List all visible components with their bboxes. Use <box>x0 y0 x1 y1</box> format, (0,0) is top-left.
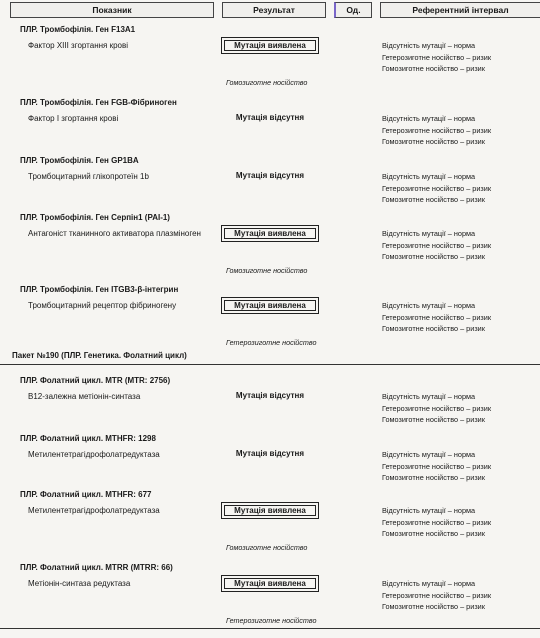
reference-interval <box>382 228 491 263</box>
reference-line: Гомозиготне носійство – ризик <box>382 529 485 539</box>
reference-interval <box>382 171 491 206</box>
reference-line: Відсутність мутації – норма <box>382 579 476 588</box>
reference-line: Відсутність мутації – норма <box>382 229 476 238</box>
reference-line: Відсутність мутації – норма <box>382 506 476 515</box>
result-value: Мутація виявлена <box>224 40 316 51</box>
test-name: Метіонін-синтаза редуктаза <box>28 579 131 588</box>
carrier-note: Гомозиготне носійство <box>226 266 308 275</box>
header-result: Результат <box>222 2 326 18</box>
section-title: ПЛР. Фолатний цикл. MTRR (MTRR: 66) <box>20 563 173 572</box>
package-title: Пакет №190 (ПЛР. Генетика. Фолатний цикл) <box>12 351 187 360</box>
result-badge <box>221 37 319 54</box>
reference-interval <box>382 505 491 540</box>
reference-interval <box>382 391 491 426</box>
section-title: ПЛР. Тромбофілія. Ген GP1BA <box>20 156 139 165</box>
carrier-note: Гомозиготне носійство <box>226 543 308 552</box>
result-badge <box>221 297 319 314</box>
reference-line: Відсутність мутації – норма <box>382 41 476 50</box>
test-name: B12-залежна метіонін-синтаза <box>28 392 141 401</box>
test-name: Тромбоцитарний глікопротеїн 1b <box>28 172 149 181</box>
result-value: Мутація виявлена <box>224 300 316 311</box>
package-divider <box>0 364 540 365</box>
section-title: ПЛР. Тромбофілія. Ген ITGB3-β-інтегрин <box>20 285 179 294</box>
result-value: Мутація відсутня <box>235 449 305 458</box>
reference-interval <box>382 578 491 613</box>
result-badge <box>221 575 319 592</box>
reference-line: Гетерозиготне носійство – ризик <box>382 240 492 250</box>
header-indicator: Показник <box>10 2 214 18</box>
reference-interval <box>382 300 491 335</box>
section-title: ПЛР. Фолатний цикл. MTR (MTR: 2756) <box>20 376 171 385</box>
reference-line: Гетерозиготне носійство – ризик <box>382 312 492 322</box>
page-bottom-divider <box>0 628 540 629</box>
test-name: Метилентетрагідрофолатредуктаза <box>28 450 160 459</box>
reference-line: Гомозиготне носійство – ризик <box>382 252 485 262</box>
reference-interval <box>382 449 491 484</box>
result-value: Мутація виявлена <box>224 228 316 239</box>
test-name: Тромбоцитарний рецептор фібриногену <box>28 301 177 310</box>
table-header <box>0 2 540 20</box>
section-title: ПЛР. Тромбофілія. Ген F13A1 <box>20 25 136 34</box>
result-badge <box>221 502 319 519</box>
reference-line: Гомозиготне носійство – ризик <box>382 137 485 147</box>
header-unit: Од. <box>334 2 372 18</box>
test-name: Метилентетрагідрофолатредуктаза <box>28 506 160 515</box>
reference-line: Гомозиготне носійство – ризик <box>382 324 485 334</box>
reference-line: Гетерозиготне носійство – ризик <box>382 461 492 471</box>
reference-line: Гомозиготне носійство – ризик <box>382 195 485 205</box>
reference-line: Гомозиготне носійство – ризик <box>382 602 485 612</box>
reference-line: Відсутність мутації – норма <box>382 450 476 459</box>
reference-line: Гомозиготне носійство – ризик <box>382 473 485 483</box>
result-value: Мутація відсутня <box>235 391 305 400</box>
reference-interval <box>382 40 491 75</box>
reference-line: Відсутність мутації – норма <box>382 114 476 123</box>
reference-line: Гомозиготне носійство – ризик <box>382 415 485 425</box>
test-name: Фактор I згортання крові <box>28 114 119 123</box>
reference-line: Гетерозиготне носійство – ризик <box>382 403 492 413</box>
header-reference: Референтний інтервал <box>380 2 540 18</box>
reference-line: Гомозиготне носійство – ризик <box>382 64 485 74</box>
reference-line: Гетерозиготне носійство – ризик <box>382 52 492 62</box>
test-name: Фактор XIII згортання крові <box>28 41 129 50</box>
section-title: ПЛР. Фолатний цикл. MTHFR: 1298 <box>20 434 156 443</box>
section-title: ПЛР. Тромбофілія. Ген Серпін1 (PAI-1) <box>20 213 170 222</box>
result-badge <box>221 225 319 242</box>
reference-line: Гетерозиготне носійство – ризик <box>382 590 492 600</box>
result-value: Мутація виявлена <box>224 578 316 589</box>
reference-interval <box>382 113 491 148</box>
result-value: Мутація відсутня <box>235 171 305 180</box>
test-name: Антагоніст тканинного активатора плазміноген <box>28 229 201 238</box>
reference-line: Гетерозиготне носійство – ризик <box>382 183 492 193</box>
reference-line: Відсутність мутації – норма <box>382 301 476 310</box>
reference-line: Гетерозиготне носійство – ризик <box>382 125 492 135</box>
section-title: ПЛР. Фолатний цикл. MTHFR: 677 <box>20 490 152 499</box>
result-value: Мутація відсутня <box>235 113 305 122</box>
section-title: ПЛР. Тромбофілія. Ген FGB-Фібриноген <box>20 98 177 107</box>
carrier-note: Гетерозиготне носійство <box>226 616 317 625</box>
carrier-note: Гетерозиготне носійство <box>226 338 317 347</box>
reference-line: Відсутність мутації – норма <box>382 172 476 181</box>
reference-line: Відсутність мутації – норма <box>382 392 476 401</box>
reference-line: Гетерозиготне носійство – ризик <box>382 517 492 527</box>
carrier-note: Гомозиготне носійство <box>226 78 308 87</box>
result-value: Мутація виявлена <box>224 505 316 516</box>
